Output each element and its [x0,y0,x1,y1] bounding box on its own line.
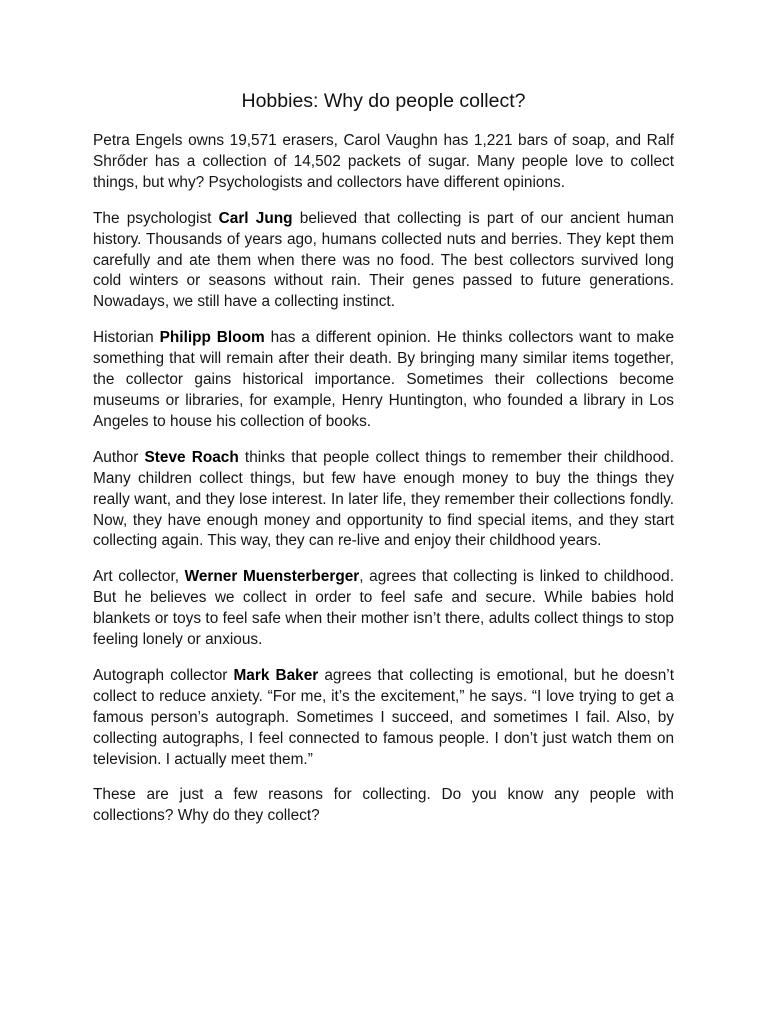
paragraph-mark-baker [93,666,674,771]
person-name: Carl Jung [218,209,293,227]
person-name: Steve Roach [144,448,239,466]
paragraph-text: These are just a few reasons for collecting. Do you know any people with collections? Why do they collect? [93,786,674,825]
paragraph-text: Petra Engels owns 19,571 erasers, Carol Vaughn has 1,221 bars of soap, and Ralf Shrőder has a collection of 14,502 packets of sugar. Many people love to collect things, but why? Psychologists and collectors have different opinions. [93,132,674,191]
paragraph-intro [93,131,674,194]
paragraph-text: agrees that collecting is emotional, but he doesn’t collect to reduce anxiety. “For me, it’s the excitement,” he says. “I love trying to get a famous person’s autograph. Sometimes I succeed, and sometimes I fail. Also, by collecting autographs, I feel connected to famous people. I don’t just watch them on television. I actually meet them.” [93,666,675,768]
paragraph-steve-roach [93,448,674,553]
paragraph-text: , agrees that collecting is linked to childhood. But he believes we collect in order to feel safe and secure. While babies hold blankets or toys to feel safe when their mother isn’t there, adults collect things to stop feeling lonely or anxious. [93,568,674,649]
paragraph-lead: Autograph collector [93,666,234,684]
person-name: Mark Baker [233,666,319,684]
paragraph-lead: Author [93,448,145,466]
paragraph-werner-muensterberger [93,567,674,651]
paragraph-lead: Art collector, [93,568,185,586]
person-name: Werner Muensterberger [184,568,360,586]
paragraph-text: has a different opinion. He thinks collectors want to make something that will remain after their death. By bringing many similar items together, the collector gains historical importance. Sometimes their collections become museums or libraries, for example, Henry Huntington, who founded a library in Los Angeles to house his collection of books. [93,329,674,430]
paragraph-philipp-bloom [93,328,674,433]
paragraph-conclusion [93,785,674,827]
document-title: Hobbies: Why do people collect? [241,90,526,112]
paragraph-lead: The psychologist [93,209,219,227]
paragraph-text: thinks that people collect things to remember their childhood. Many children collect things, but few have enough money to buy the things they really want, and they lose interest. In later life, they remember their collections fondly. Now, they have enough money and opportunity to find special items, and they start collecting again. This way, they can re-live and enjoy their childhood years. [93,448,674,550]
paragraph-carl-jung [93,209,674,314]
paragraph-text: believed that collecting is part of our ancient human history. Thousands of years ago, humans collected nuts and berries. They kept them carefully and ate them when there was no food. The best collectors survived long cold winters or seasons without rain. Their genes passed to future generations. Nowadays, we still have a collecting instinct. [93,209,674,311]
person-name: Philipp Bloom [159,329,265,347]
paragraph-lead: Historian [93,329,160,347]
